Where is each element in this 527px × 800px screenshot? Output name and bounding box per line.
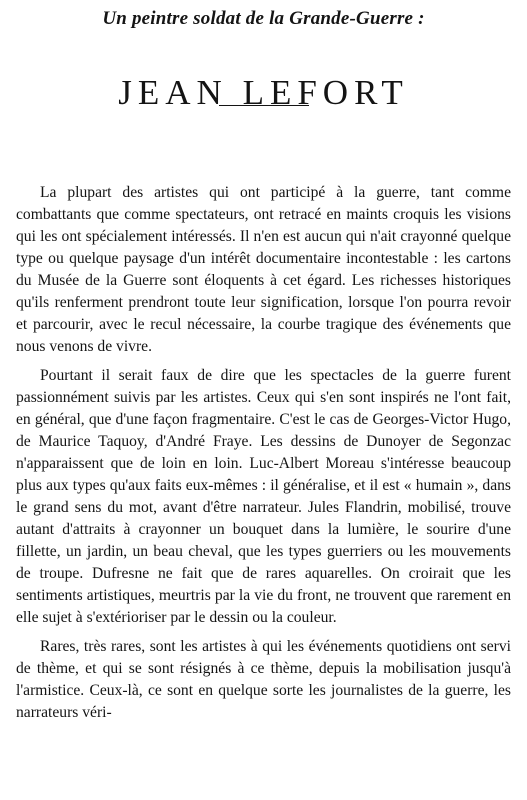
paragraph: Pourtant il serait faux de dire que les spectacles de la guerre furent passionnément suivis par les artistes. Ceux qui s'en sont inspirés ne l'ont fait, en général, que d'une façon fragmentaire. C'est le cas de Georges-Victor Hugo, de Maurice Taquoy, d'André Fraye. Les dessins de Dunoyer de Segonzac n'apparaissent que de loin en loin. Luc-Albert Moreau s'intéresse beaucoup plus aux types qu'aux faits eux-mêmes : il généralise, et il est « humain », dans le grand sens du mot, avant d'être narrateur. Jules Flandrin, mobilisé, trouve autant d'attraits à crayonner un bouquet dans la lumière, le sourire d'une fillette, un jardin, un beau cheval, que les types guerriers ou les mouvements de troupe. Dufresne ne fait que de rares aquarelles. On croirait que les sentiments artistiques, meurtris par la vie du front, ne trouvent que rarement en elle sujet à s'extérioriser par le dessin ou la couleur. <box>16 367 511 626</box>
article-kicker: Un peintre soldat de la Grande-Guerre : <box>102 8 425 29</box>
article-title: JEAN LEFORT <box>118 73 409 113</box>
title-divider <box>219 105 309 106</box>
article-body <box>16 182 511 731</box>
paragraph: La plupart des artistes qui ont participé à la guerre, tant comme combattants que comme spectateurs, ont retracé en maints croquis les visions qui les ont spécialement intéressés. Il n'en est aucun qui n'ait crayonné quelque type ou quelque paysage d'un intérêt documentaire incontestable : les cartons du Musée de la Guerre sont éloquents à cet égard. Les richesses historiques qu'ils renferment prendront toute leur signification, lorsque l'on pourra revoir et parcourir, avec le recul nécessaire, la courbe tragique des événements que nous venons de vivre. <box>16 184 511 355</box>
paragraph: Rares, très rares, sont les artistes à qui les événements quotidiens ont servi de thème, et qui se sont résignés à ce thème, depuis la mobilisation jusqu'à l'armistice. Ceux-là, ce sont en quelque sorte les journalistes de la guerre, les narrateurs véri- <box>16 638 511 721</box>
